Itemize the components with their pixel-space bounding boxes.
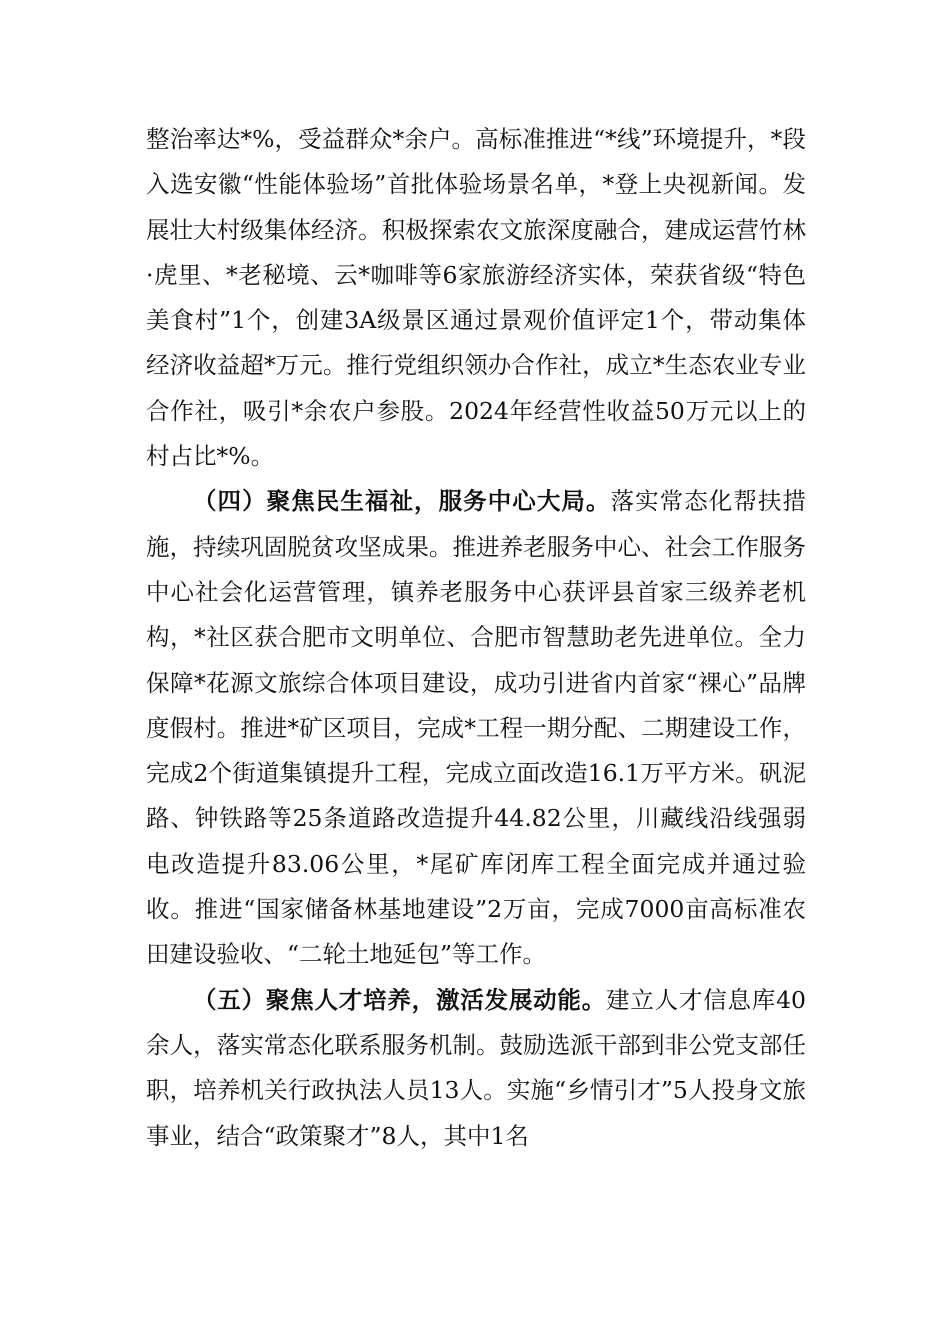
- paragraph-2-body: 落实常态化帮扶措施，持续巩固脱贫攻坚成果。推进养老服务中心、社会工作服务中心社会化运营管理，镇养老服务中心获评县首家三级养老机构，*社区获合肥市文明单位、合肥市智慧助老先进单位。全力保障*花源文旅综合体项目建设，成功引进省内首家“裸心”品牌度假村。推进*矿区项目，完成*工程一期分配、二期建设工作，完成2个街道集镇提升工程，完成立面改造16.1万平方米。矾泥路、钟铁路等25条道路改造提升44.82公里，川藏线沿线强弱电改造提升83.06公里，*尾矿库闭库工程全面完成并通过验收。推进“国家储备林基地建设”2万亩，完成7000亩高标准农田建设验收、“二轮土地延包”等工作。: [146, 487, 806, 969]
- paragraph-1: [146, 117, 806, 479]
- section-heading-4: （四）聚焦民生福祉，服务中心大局。: [193, 487, 611, 516]
- paragraph-1-body: 整治率达*%，受益群众*余户。高标准推进“*线”环境提升，*段入选安徽“性能体验场”首批体验场景名单，*登上央视新闻。发展壮大村级集体经济。积极探索农文旅深度融合，建成运营竹林·虎里、*老秘境、云*咖啡等6家旅游经济实体，荣获省级“特色美食村”1个，创建3A级景区通过景观价值评定1个，带动集体经济收益超*万元。推行党组织领办合作社，成立*生态农业专业合作社，吸引*余农户参股。2024年经营性收益50万元以上的村占比*%。: [146, 125, 806, 471]
- section-heading-5: （五）聚焦人才培养，激活发展动能。: [193, 985, 607, 1014]
- document-page: [146, 117, 806, 1159]
- paragraph-2: [146, 479, 806, 977]
- paragraph-3-body: 建立人才信息库40余人，落实常态化联系服务机制。鼓励选派干部到非公党支部任职，培养机关行政执法人员13人。实施“乡情引才”5人投身文旅事业，结合“政策聚才”8人，其中1名: [146, 985, 807, 1150]
- paragraph-3: [146, 978, 806, 1159]
